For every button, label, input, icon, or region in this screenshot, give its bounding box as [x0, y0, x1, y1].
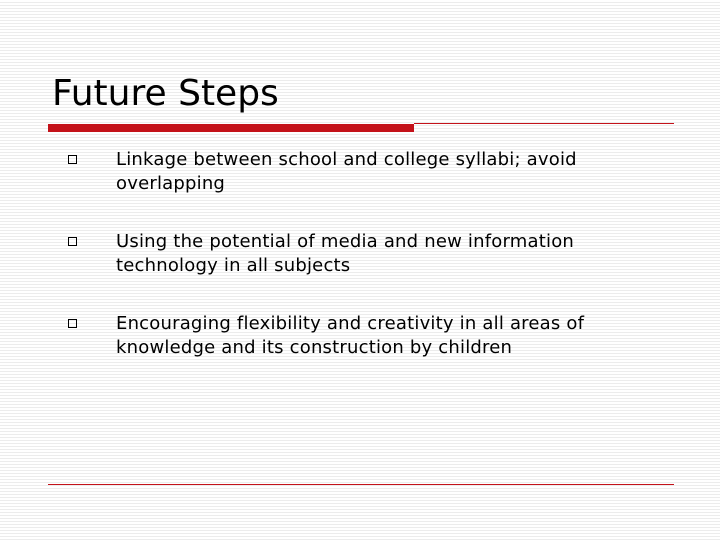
title-underline-thin — [414, 123, 674, 124]
bullet-text: Linkage between school and college syllabi; avoid overlapping — [116, 149, 577, 194]
bullet-text: Using the potential of media and new information technology in all subjects — [116, 231, 575, 276]
slide-title: Future Steps — [52, 73, 279, 114]
footer-divider — [48, 484, 674, 485]
hollow-square-icon — [68, 155, 77, 164]
hollow-square-icon — [68, 319, 77, 328]
hollow-square-icon — [68, 237, 77, 246]
bullet-text: Encouraging flexibility and creativity in all areas of knowledge and its construction by children — [116, 313, 585, 358]
title-underline-thick — [48, 124, 414, 132]
